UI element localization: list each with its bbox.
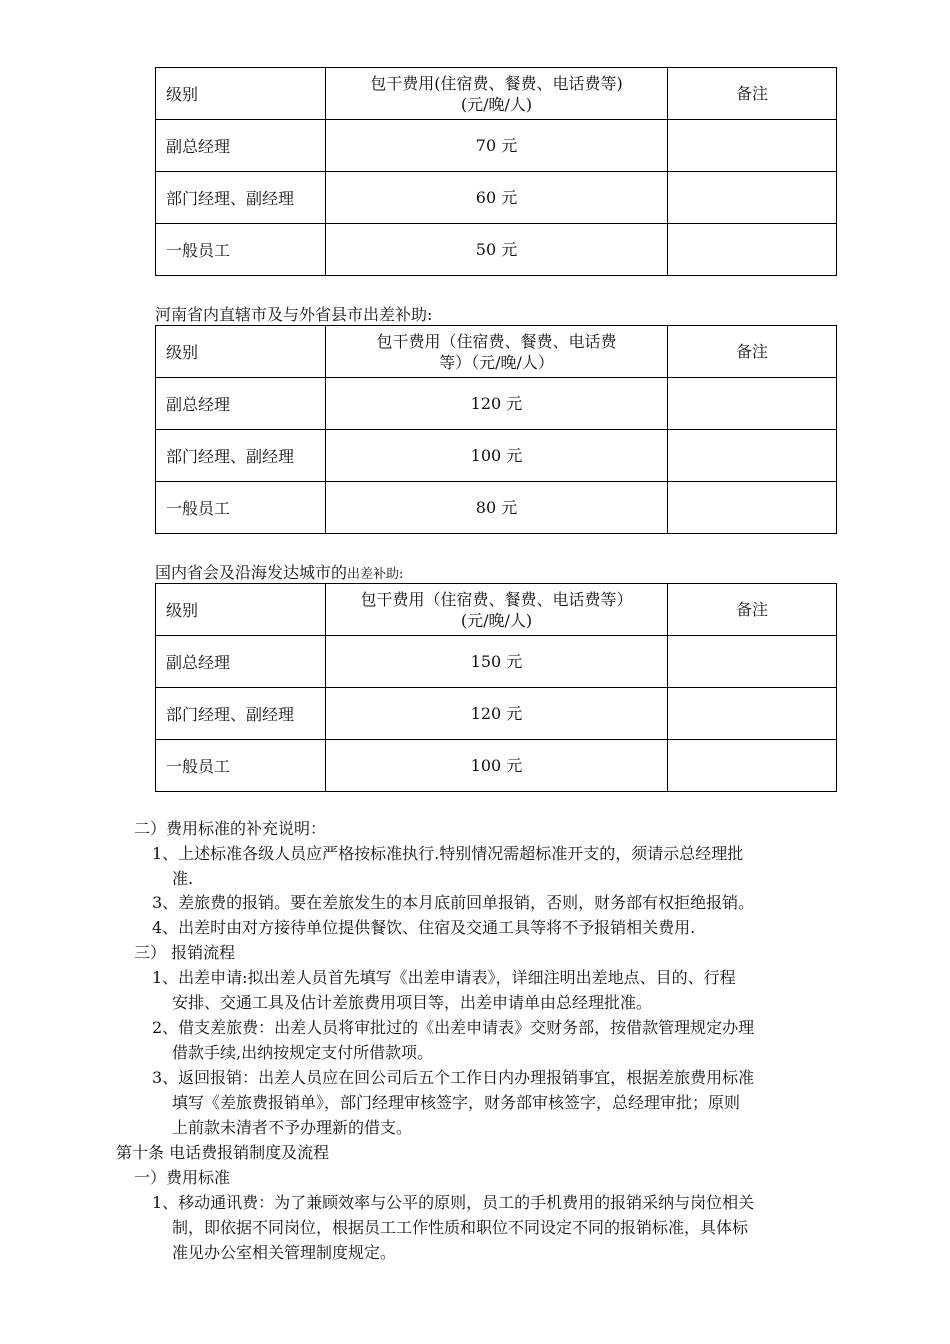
table-row — [156, 740, 837, 792]
article-10-item-1-cont: 制，即依据不同岗位，根据员工工作性质和职位不同设定不同的报销标准，具体标 — [172, 1218, 749, 1237]
header-fee: 包干费用（住宿费、餐费、电话费等） (元/晚/人) — [326, 584, 668, 636]
fee-cell: 60 元 — [326, 172, 668, 224]
section-3-title: 三） 报销流程 — [134, 943, 236, 962]
fee-cell: 80 元 — [326, 482, 668, 534]
fee-cell: 100 元 — [326, 430, 668, 482]
level-cell: 一般员工 — [156, 482, 326, 534]
fee-cell: 70 元 — [326, 120, 668, 172]
section-3-item-2: 2、借支差旅费：出差人员将审批过的《出差申请表》交财务部，按借款管理规定办理 — [152, 1018, 755, 1037]
caption-small: 出差补助: — [347, 567, 404, 582]
section-3-item-2-cont: 借款手续,出纳按规定支付所借款项。 — [172, 1043, 434, 1062]
section-3-item-3-cont: 填写《差旅费报销单》，部门经理审核签字，财务部审核签字，总经理审批；原则 — [172, 1093, 741, 1112]
remark-cell — [668, 172, 837, 224]
header-level: 级别 — [156, 326, 326, 378]
table-header-row — [156, 68, 837, 120]
header-level: 级别 — [156, 584, 326, 636]
fee-cell: 50 元 — [326, 224, 668, 276]
level-cell: 副总经理 — [156, 120, 326, 172]
header-level: 级别 — [156, 68, 326, 120]
allowance-table-2 — [155, 325, 837, 534]
table-header-row — [156, 326, 837, 378]
header-remark: 备注 — [668, 68, 837, 120]
section-3-item-1-cont: 安排、交通工具及估计差旅费用项目等，出差申请单由总经理批准。 — [172, 993, 653, 1012]
header-fee: 包干费用（住宿费、餐费、电话费 等）（元/晚/人） — [326, 326, 668, 378]
fee-cell: 120 元 — [326, 378, 668, 430]
table-header-row — [156, 584, 837, 636]
fee-cell: 100 元 — [326, 740, 668, 792]
article-10-title: 第十条 电话费报销制度及流程 — [116, 1143, 330, 1162]
allowance-table-1 — [155, 67, 837, 276]
caption-main: 国内省会及沿海发达城市的 — [155, 563, 348, 582]
remark-cell — [668, 636, 837, 688]
table-row — [156, 378, 837, 430]
section-2-item-4: 4、出差时由对方接待单位提供餐饮、住宿及交通工具等将不予报销相关费用. — [152, 918, 696, 937]
section-3-item-3: 3、返回报销：出差人员应在回公司后五个工作日内办理报销事宜，根据差旅费用标准 — [152, 1068, 755, 1087]
remark-cell — [668, 120, 837, 172]
table-row — [156, 120, 837, 172]
section-2-item-1: 1、上述标准各级人员应严格按标准执行.特别情况需超标准开支的，须请示总经理批 — [152, 844, 744, 863]
remark-cell — [668, 688, 837, 740]
table-row — [156, 482, 837, 534]
level-cell: 部门经理、副经理 — [156, 430, 326, 482]
table-row — [156, 430, 837, 482]
remark-cell — [668, 430, 837, 482]
remark-cell — [668, 740, 837, 792]
table-row — [156, 172, 837, 224]
remark-cell — [668, 224, 837, 276]
section-2-title: 二）费用标准的补充说明： — [134, 819, 327, 838]
allowance-table-3 — [155, 583, 837, 792]
remark-cell — [668, 482, 837, 534]
table-3-caption — [155, 560, 403, 583]
table-row — [156, 636, 837, 688]
remark-cell — [668, 378, 837, 430]
header-remark: 备注 — [668, 326, 837, 378]
article-10-section-1-title: 一）费用标准 — [134, 1168, 231, 1187]
section-2-item-3: 3、差旅费的报销。要在差旅发生的本月底前回单报销，否则，财务部有权拒绝报销。 — [152, 893, 755, 912]
level-cell: 部门经理、副经理 — [156, 172, 326, 224]
header-remark: 备注 — [668, 584, 837, 636]
table-2-caption: 河南省内直辖市及与外省县市出差补助: — [155, 305, 433, 324]
article-10-item-1-cont2: 准见办公室相关管理制度规定。 — [172, 1243, 397, 1262]
header-fee: 包干费用(住宿费、餐费、电话费等) (元/晚/人) — [326, 68, 668, 120]
fee-cell: 120 元 — [326, 688, 668, 740]
article-10-item-1: 1、移动通讯费：为了兼顾效率与公平的原则，员工的手机费用的报销采纳与岗位相关 — [152, 1193, 755, 1212]
table-row — [156, 224, 837, 276]
section-3-item-1: 1、出差申请:拟出差人员首先填写《出差申请表》，详细注明出差地点、目的、行程 — [152, 968, 736, 987]
section-2-item-1-cont: 准. — [172, 869, 194, 888]
table-row — [156, 688, 837, 740]
level-cell: 部门经理、副经理 — [156, 688, 326, 740]
level-cell: 副总经理 — [156, 636, 326, 688]
level-cell: 副总经理 — [156, 378, 326, 430]
section-3-item-3-cont2: 上前款未清者不予办理新的借支。 — [172, 1118, 413, 1137]
fee-cell: 150 元 — [326, 636, 668, 688]
level-cell: 一般员工 — [156, 224, 326, 276]
level-cell: 一般员工 — [156, 740, 326, 792]
